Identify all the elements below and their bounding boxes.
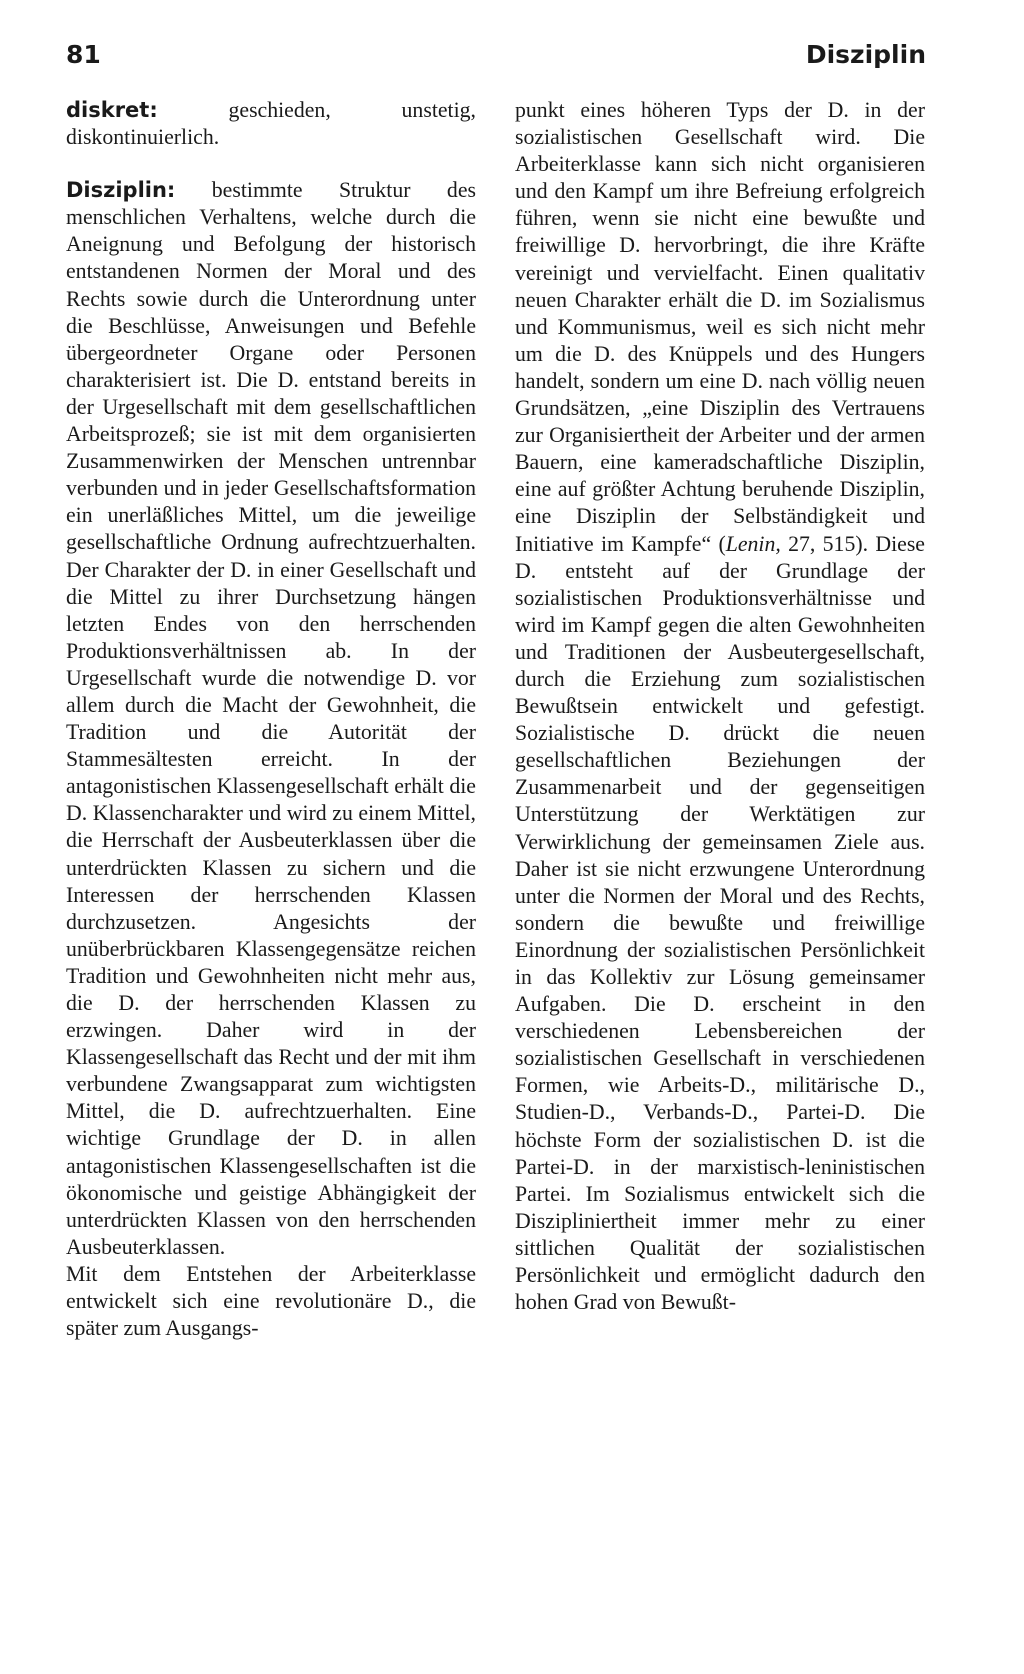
definition-diskret: geschieden, unstetig, diskontinuierlich. bbox=[66, 98, 477, 150]
lemma-diskret: diskret: bbox=[66, 98, 158, 122]
definition-disziplin-paragraph-2: Mit dem Entstehen der Arbeiterklasse entwickelt sich eine revolutionäre D., die später zum Ausgangs- bbox=[66, 1261, 476, 1341]
definition-disziplin-part-1: bestimmte Struktur des menschlichen Verhaltens, welche durch die Aneignung und Befolgung der historisch entstandenen Normen der Moral und des Rechts sowie durch die Unterordnung unter die Beschlüsse, Anweisungen und Befehle übergeordneter Organe oder Personen charakterisiert ist. Die D. entstand bereits in der Urgesellschaft mit dem gesellschaftlichen Arbeitsprozeß; sie ist mit dem organisierten Zusammenwirken der Menschen untrennbar verbunden und in jeder Gesellschaftsformation ein unerläßliches Mittel, um die jeweilige gesellschaftliche Ordnung aufrechtzuerhalten. Der Charakter der D. in einer Gesellschaft und die Mittel zu ihrer Durchsetzung hängen letzten Endes von den herrschenden Produktionsverhältnissen ab. In der Urgesellschaft wurde die notwendige D. vor allem durch die Macht der Gewohnheit, die Tradition und die Autorität der Stammesältesten erreicht. In der antagonistischen Klassengesellschaft erhält die D. Klassencharakter und wird zu einem Mittel, die Herrschaft der Ausbeuterklassen über die unterdrückten Klassen zu sichern und die Interessen der herrschenden Klassen durchzusetzen. Angesichts der unüberbrückbaren Klassengegensätze reichen Tradition und Gewohnheiten nicht mehr aus, die D. der herrschenden Klassen zu erzwingen. Daher wird in der Klassengesellschaft das Recht und der mit ihm verbundene Zwangsapparat zum wichtigsten Mittel, die D. aufrechtzuerhalten. Eine wichtige Grundlage der D. in allen antagonistischen Klassengesellschaften ist die ökonomische und geistige Abhängigkeit der unterdrückten Klassen von den herrschenden Ausbeuterklassen. bbox=[66, 178, 476, 1259]
page-header bbox=[66, 40, 926, 80]
definition-disziplin-continued bbox=[515, 97, 925, 1316]
lemma-disziplin: Disziplin: bbox=[66, 178, 176, 203]
running-head: Disziplin bbox=[805, 40, 926, 69]
right-column bbox=[515, 97, 925, 1316]
entry-disziplin bbox=[66, 177, 476, 1261]
text-before-citation: punkt eines höheren Typs der D. in der sozialistischen Gesellschaft wird. Die Arbeiterklasse kann sich nicht organisieren und den Kampf um ihre Befreiung erfolgreich führen, wenn sie nicht eine bewußte und freiwillige D. hervorbringt, die ihre Kräfte vereinigt und vervielfacht. Einen qualitativ neuen Charakter erhält die D. im Sozialismus und Kommunismus, weil es sich nicht mehr um die D. des Knüppels und des Hungers handelt, sondern um eine D. nach völlig neuen Grundsätzen, „eine Disziplin des Vertrauens zur Organisiertheit der Arbeiter und der armen Bauern, eine kameradschaftliche Disziplin, eine auf größter Achtung beruhende Disziplin, eine Disziplin der Selbständigkeit und Initiative im Kampfe“ ( bbox=[515, 98, 925, 556]
citation-author: Lenin, bbox=[725, 531, 781, 556]
entry-diskret bbox=[66, 97, 476, 151]
page-number: 81 bbox=[66, 40, 101, 69]
left-column bbox=[66, 97, 476, 1342]
text-after-citation: 27, 515). Diese D. entsteht auf der Grundlage der sozialistischen Produktionsverhältnisse und wird im Kampf gegen die alten Gewohnheiten und Traditionen der Ausbeutergesellschaft, durch die Erziehung zum sozialistischen Bewußtsein entwickelt und gefestigt. Sozialistische D. drückt die neuen gesellschaftlichen Beziehungen der Zusammenarbeit und der gegenseitigen Unterstützung der Werktätigen zur Verwirklichung der gemeinsamen Ziele aus. Daher ist sie nicht erzwungene Unterordnung unter die Normen der Moral und des Rechts, sondern die bewußte und freiwillige Einordnung der sozialistischen Persönlichkeit in das Kollektiv zur Lösung gemeinsamer Aufgaben. Die D. erscheint in den verschiedenen Lebensbereichen der sozialistischen Gesellschaft in verschiedenen Formen, wie Arbeits-D., militärische D., Studien-D., Verbands-D., Partei-D. Die höchste Form der sozialistischen D. ist die Partei-D. in der marxistisch-leninistischen Partei. Im Sozialismus entwickelt sich die Diszipliniertheit immer mehr zu einer sittlichen Qualität der sozialistischen Persönlichkeit und ermöglicht dadurch den hohen Grad von Bewußt- bbox=[515, 531, 925, 1315]
